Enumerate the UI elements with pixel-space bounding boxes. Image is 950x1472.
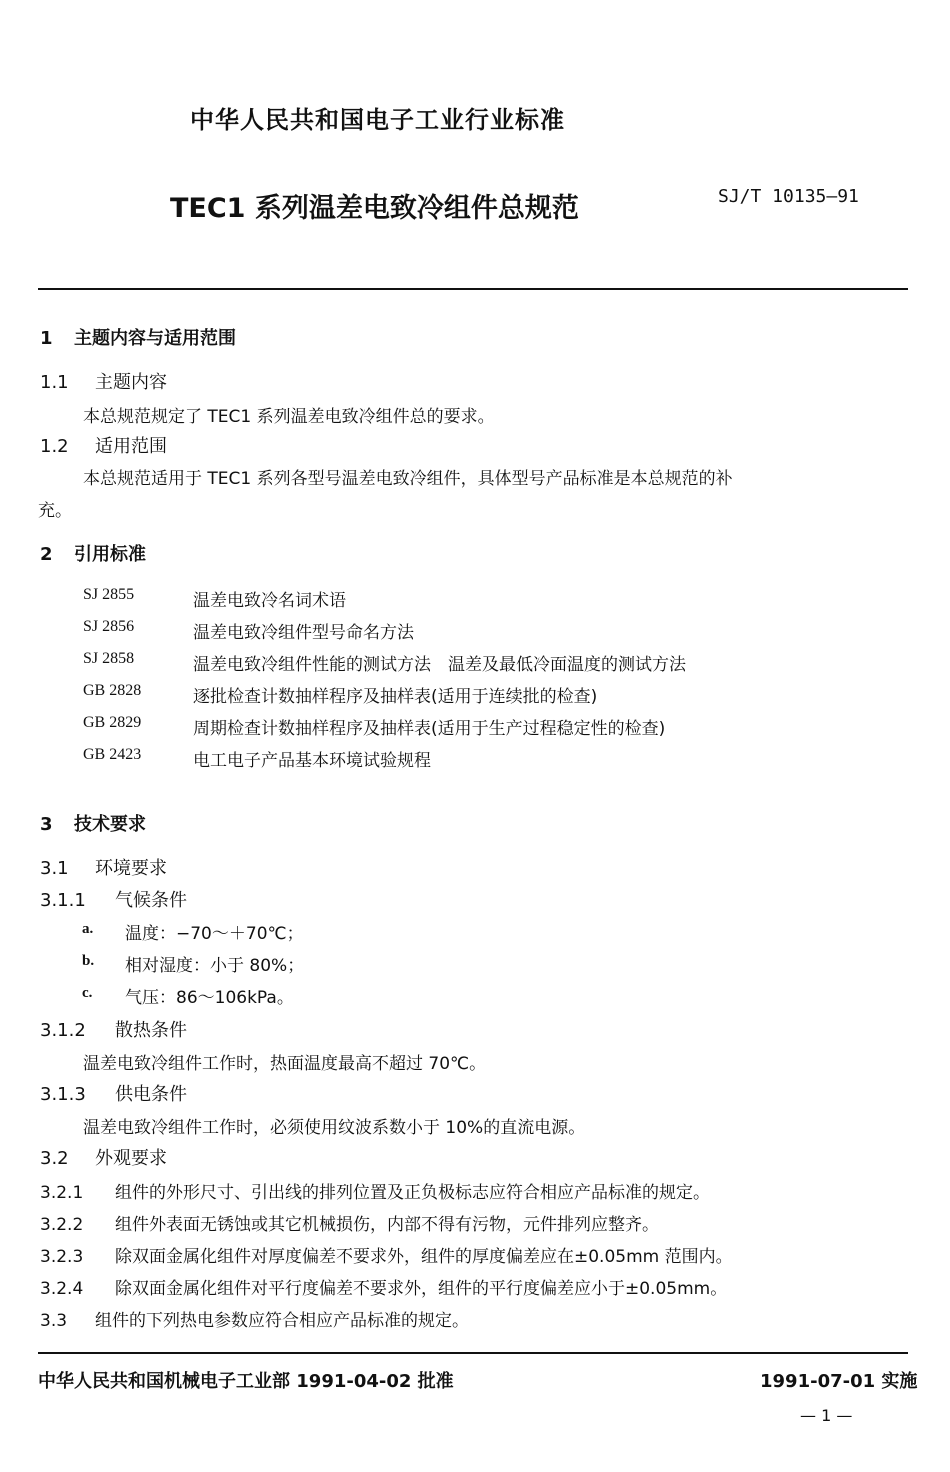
section-number: 1: [40, 328, 53, 349]
section-number: 2: [40, 544, 53, 565]
list-item-text: 气压：86～106kPa。: [125, 988, 294, 1008]
ref-code: GB 2828: [83, 682, 142, 699]
section-3-1-2-text: 温差电致冷组件工作时，热面温度最高不超过 70℃。: [83, 1054, 487, 1074]
section-text: 除双面金属化组件对厚度偏差不要求外，组件的厚度偏差应在±0.05mm 范围内。: [115, 1247, 733, 1267]
section-3-2-1: [40, 1178, 710, 1203]
list-marker: b.: [82, 953, 95, 969]
section-1-2-text-line1: 本总规范适用于 TEC1 系列各型号温差电致冷组件，具体型号产品标准是本总规范的补: [83, 469, 733, 489]
section-title: 外观要求: [95, 1148, 167, 1169]
section-2-heading: [40, 540, 146, 566]
standard-code: SJ/T 10135—91: [718, 186, 859, 207]
ref-code: GB 2829: [83, 714, 142, 731]
ref-title: 逐批检查计数抽样程序及抽样表(适用于连续批的检查): [193, 687, 598, 707]
footer-divider: [38, 1352, 908, 1354]
ref-title: 温差电致冷名词术语: [193, 591, 346, 611]
section-title: 气候条件: [115, 890, 187, 911]
section-text: 除双面金属化组件对平行度偏差不要求外，组件的平行度偏差应小于±0.05mm。: [115, 1279, 728, 1299]
section-title: 环境要求: [95, 858, 167, 879]
section-number: 3.3: [40, 1311, 68, 1331]
section-title: 技术要求: [74, 814, 146, 835]
section-title: 散热条件: [115, 1020, 187, 1041]
section-3-heading: [40, 810, 146, 836]
effective-date: 1991-07-01 实施: [760, 1371, 918, 1392]
ref-code: GB 2423: [83, 746, 142, 763]
section-3-2-4: [40, 1274, 727, 1299]
list-item-text: 温度：−70～＋70℃；: [125, 924, 304, 944]
section-3-1-3-text: 温差电致冷组件工作时，必须使用纹波系数小于 10%的直流电源。: [83, 1118, 586, 1138]
section-3-1-2-heading: [40, 1016, 187, 1042]
section-number: 3.2.3: [40, 1247, 84, 1267]
list-marker: c.: [82, 985, 93, 1001]
section-number: 3.2.1: [40, 1183, 84, 1203]
section-number: 3.2.2: [40, 1215, 84, 1235]
section-number: 1.2: [40, 436, 69, 457]
section-title: 供电条件: [115, 1084, 187, 1105]
section-title: 主题内容: [95, 372, 167, 393]
section-3-3: [40, 1306, 469, 1331]
section-title: 主题内容与适用范围: [74, 328, 236, 349]
section-number: 3.2: [40, 1148, 69, 1169]
section-number: 3.1.2: [40, 1020, 86, 1041]
section-3-1-1-heading: [40, 886, 187, 912]
section-number: 1.1: [40, 372, 69, 393]
section-1-2-heading: [40, 432, 167, 458]
ref-title: 温差电致冷组件型号命名方法: [193, 623, 414, 643]
section-3-2-2: [40, 1210, 659, 1235]
ref-title: 周期检查计数抽样程序及抽样表(适用于生产过程稳定性的检查): [193, 719, 666, 739]
ref-code: SJ 2855: [83, 586, 135, 603]
list-marker: a.: [82, 921, 94, 937]
document-organization: 中华人民共和国电子工业行业标准: [190, 106, 565, 134]
section-title: 引用标准: [74, 544, 146, 565]
section-text: 组件的下列热电参数应符合相应产品标准的规定。: [95, 1311, 469, 1331]
section-text: 组件外表面无锈蚀或其它机械损伤，内部不得有污物，元件排列应整齐。: [115, 1215, 659, 1235]
list-item-text: 相对湿度：小于 80%；: [125, 956, 305, 976]
section-number: 3.1.3: [40, 1084, 86, 1105]
section-text: 组件的外形尺寸、引出线的排列位置及正负极标志应符合相应产品标准的规定。: [115, 1183, 710, 1203]
document-title: TEC1 系列温差电致冷组件总规范: [170, 193, 579, 224]
page-number: — 1 —: [800, 1406, 853, 1425]
ref-code: SJ 2856: [83, 618, 135, 635]
section-number: 3: [40, 814, 53, 835]
ref-title: 电工电子产品基本环境试验规程: [193, 751, 431, 771]
section-number: 3.1: [40, 858, 69, 879]
section-3-1-3-heading: [40, 1080, 187, 1106]
section-1-heading: [40, 324, 236, 350]
section-number: 3.2.4: [40, 1279, 84, 1299]
approval-line: 中华人民共和国机械电子工业部 1991-04-02 批准: [38, 1371, 454, 1392]
section-title: 适用范围: [95, 436, 167, 457]
section-3-2-3: [40, 1242, 733, 1267]
section-1-2-text-line2: 充。: [38, 501, 72, 521]
section-number: 3.1.1: [40, 890, 86, 911]
section-1-1-heading: [40, 368, 167, 394]
ref-code: SJ 2858: [83, 650, 135, 667]
section-1-1-text: 本总规范规定了 TEC1 系列温差电致冷组件总的要求。: [83, 407, 495, 427]
section-3-1-heading: [40, 854, 167, 880]
section-3-2-heading: [40, 1144, 167, 1170]
ref-title: 温差电致冷组件性能的测试方法 温差及最低冷面温度的测试方法: [193, 655, 686, 675]
header-divider: [38, 288, 908, 290]
